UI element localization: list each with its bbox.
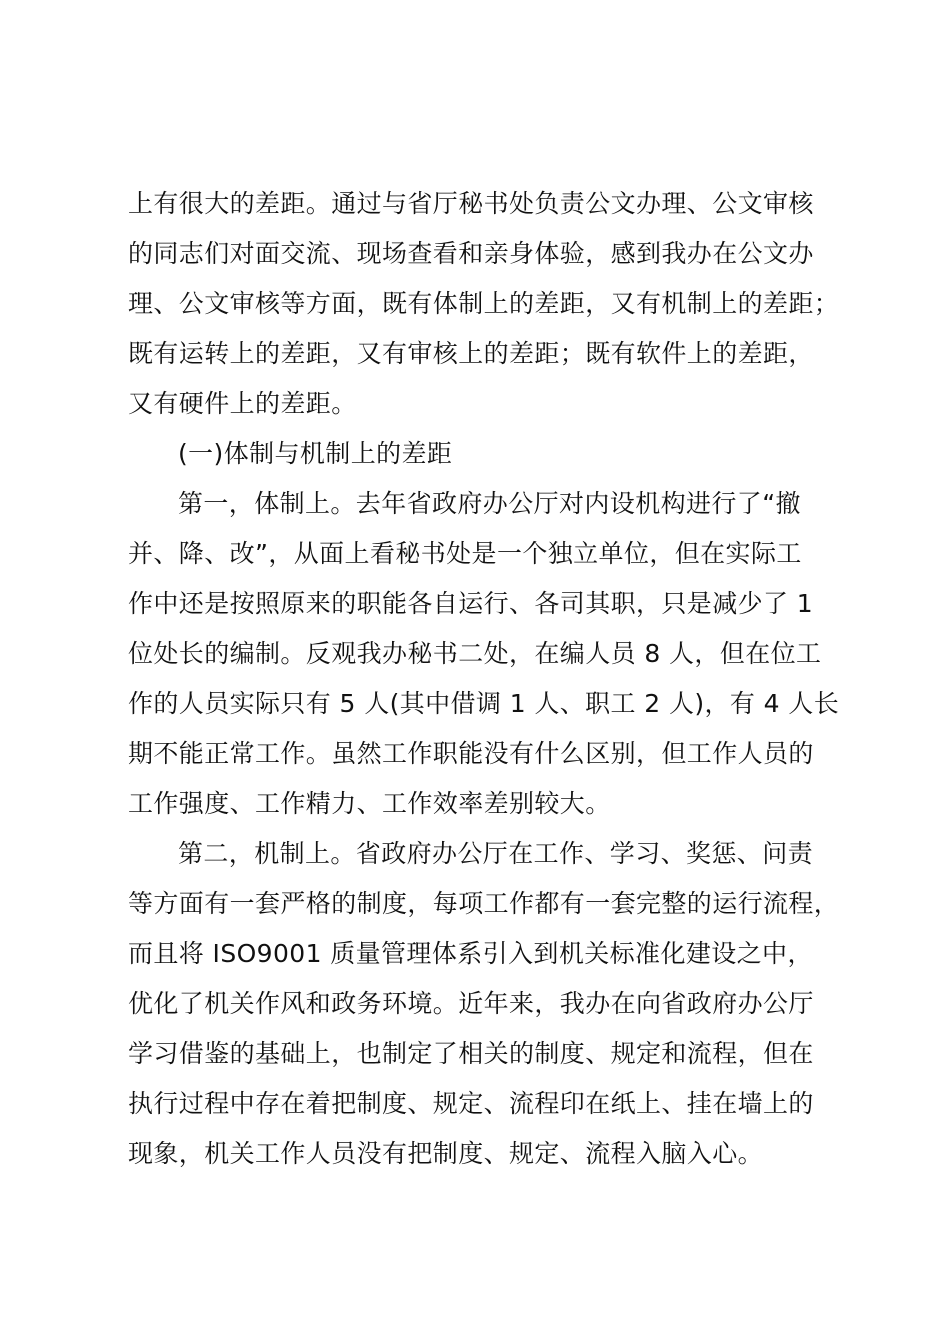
text-line: 作中还是按照原来的职能各自运行、各司其职，只是减少了 1	[128, 589, 814, 618]
text-line: 的同志们对面交流、现场查看和亲身体验，感到我办在公文办	[128, 239, 814, 268]
text-line: 并、降、改”，从面上看秘书处是一个独立单位，但在实际工	[128, 539, 802, 568]
text-line: 现象，机关工作人员没有把制度、规定、流程入脑入心。	[128, 1139, 764, 1168]
text-line: 第二，机制上。省政府办公厅在工作、学习、奖惩、问责	[178, 839, 814, 868]
text-line: 作的人员实际只有 5 人(其中借调 1 人、职工 2 人)，有 4 人长	[128, 689, 840, 718]
text-line: 既有运转上的差距，又有审核上的差距；既有软件上的差距，	[128, 339, 814, 368]
text-line: 第一，体制上。去年省政府办公厅对内设机构进行了“撤	[178, 489, 801, 518]
text-line: 上有很大的差距。通过与省厅秘书处负责公文办理、公文审核	[128, 189, 814, 218]
text-line: 而且将 ISO9001 质量管理体系引入到机关标准化建设之中，	[128, 939, 813, 968]
text-line: 理、公文审核等方面，既有体制上的差距，又有机制上的差距；	[128, 289, 840, 318]
text-line: 期不能正常工作。虽然工作职能没有什么区别，但工作人员的	[128, 739, 814, 768]
section-heading: (一)体制与机制上的差距	[178, 439, 453, 468]
text-line: 工作强度、工作精力、工作效率差别较大。	[128, 789, 611, 818]
text-line: 执行过程中存在着把制度、规定、流程印在纸上、挂在墙上的	[128, 1089, 814, 1118]
text-line: 学习借鉴的基础上，也制定了相关的制度、规定和流程，但在	[128, 1039, 814, 1068]
text-line: 优化了机关作风和政务环境。近年来，我办在向省政府办公厅	[128, 989, 814, 1018]
text-line: 位处长的编制。反观我办秘书二处，在编人员 8 人，但在位工	[128, 639, 822, 668]
text-line: 又有硬件上的差距。	[128, 389, 357, 418]
text-line: 等方面有一套严格的制度，每项工作都有一套完整的运行流程，	[128, 889, 840, 918]
